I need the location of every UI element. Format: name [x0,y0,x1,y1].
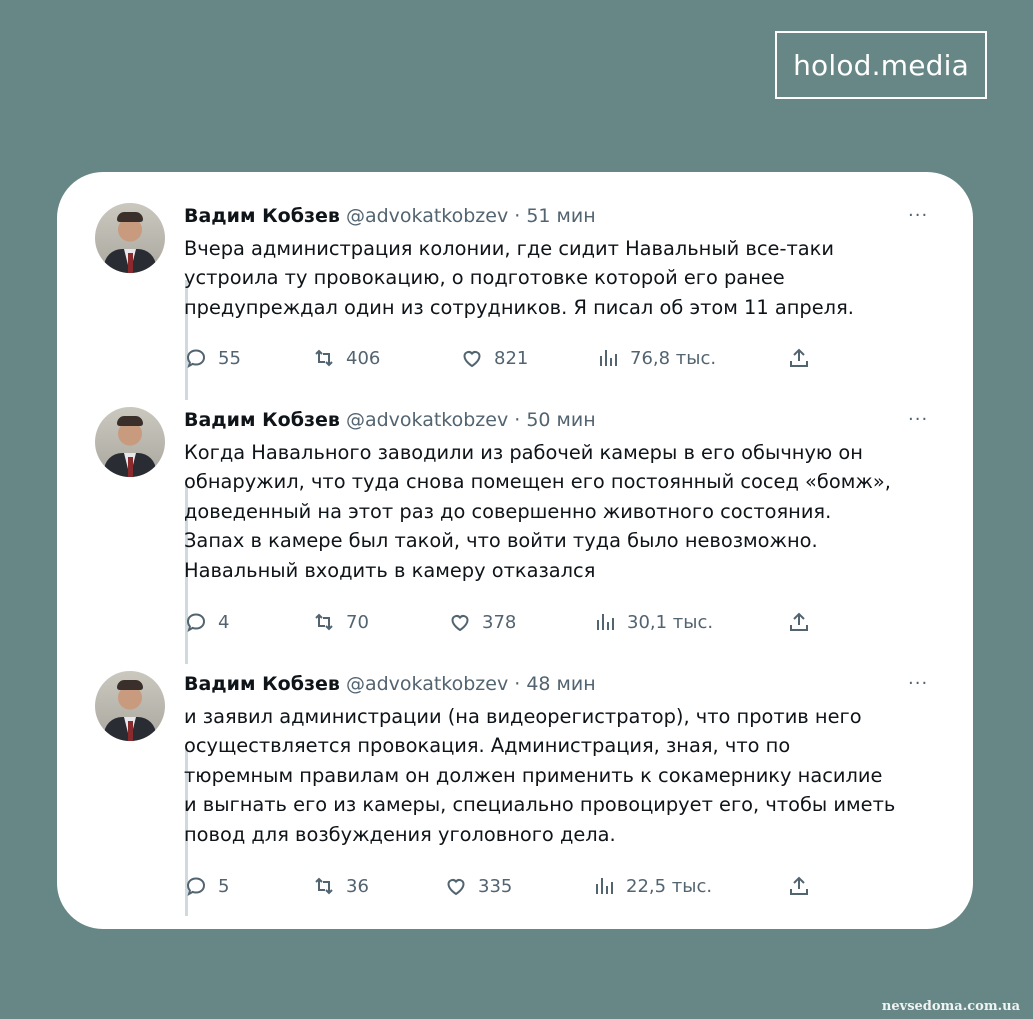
tweet-text-line: тюремным правилам он должен применить к сокамернику насилие [184,763,883,787]
tweet-time[interactable]: · 51 мин [514,205,596,227]
tweet-header [184,205,596,227]
tweet-text-line: и выгнать его из камеры, специально провоцирует его, чтобы иметь [184,793,896,817]
retweet-button[interactable] [312,874,369,898]
reply-count: 55 [218,347,241,369]
more-icon[interactable]: ··· [908,205,929,226]
views-icon [592,874,616,898]
views-icon [593,610,617,634]
tweet-text-line: и заявил администрации (на видеорегистратор), что против него [184,705,862,728]
heart-icon [444,874,468,898]
reply-count: 4 [218,611,230,633]
like-count: 378 [482,611,517,633]
views-icon [596,346,620,370]
like-button[interactable] [448,610,516,634]
author-handle[interactable]: @advokatkobzev [345,205,509,227]
author-name[interactable]: Вадим Кобзев [184,205,340,227]
tweet-actions [184,346,824,372]
tweet-actions [184,874,824,900]
views-count: 30,1 тыс. [627,611,714,633]
retweet-button[interactable] [312,346,380,370]
source-watermark: nevsedoma.com.ua [881,999,1020,1014]
retweet-icon [312,874,336,898]
tweet-thread-card [57,172,973,929]
heart-icon [460,346,484,370]
share-icon [787,610,811,634]
views-button[interactable] [596,346,716,370]
avatar[interactable] [95,671,165,741]
reply-icon [184,874,208,898]
author-name[interactable]: Вадим Кобзев [184,673,340,695]
tweet-text-line: Когда Навального заводили из рабочей камеры в его обычную он [184,441,863,464]
retweet-icon [312,610,336,634]
share-button[interactable] [787,610,811,634]
tweet-text [184,438,924,585]
more-icon[interactable]: ··· [908,409,929,430]
like-count: 335 [478,875,513,897]
tweet-text-line: Навальный входить в камеру отказался [184,558,596,582]
reply-icon [184,610,208,634]
reply-icon [184,346,208,370]
tweet-text-line: повод для возбуждения уголовного дела. [184,822,616,846]
author-handle[interactable]: @advokatkobzev [345,673,509,695]
tweet-time[interactable]: · 50 мин [514,409,596,431]
tweet-text [184,702,924,849]
tweet[interactable] [57,640,973,904]
tweet-text-line: осуществляется провокация. Администрация, зная, что по [184,734,791,758]
retweet-count: 36 [346,875,369,897]
share-icon [787,346,811,370]
views-button[interactable] [593,610,713,634]
like-button[interactable] [460,346,528,370]
views-button[interactable] [592,874,712,898]
avatar[interactable] [95,407,165,477]
avatar[interactable] [95,203,165,273]
tweet[interactable] [57,172,973,376]
tweet-text-line: Вчера администрация колонии, где сидит Навальный все-таки [184,237,834,260]
like-button[interactable] [444,874,512,898]
retweet-count: 406 [346,347,381,369]
like-count: 821 [494,347,529,369]
share-button[interactable] [787,346,811,370]
tweet-header [184,409,596,431]
tweet-text-line: устроила ту провокацию, о подготовке которой его ранее [184,266,785,290]
share-button[interactable] [787,874,811,898]
tweet-time[interactable]: · 48 мин [514,673,596,695]
views-count: 22,5 тыс. [626,875,713,897]
author-handle[interactable]: @advokatkobzev [345,409,509,431]
reply-count: 5 [218,875,230,897]
tweet-text-line: доведенный на этот раз до совершенно животного состояния. [184,499,832,523]
reply-button[interactable] [184,610,229,634]
views-count: 76,8 тыс. [630,347,717,369]
tweet-header [184,673,596,695]
retweet-button[interactable] [312,610,369,634]
retweet-icon [312,346,336,370]
brand-logo: holod.media [775,31,987,99]
author-name[interactable]: Вадим Кобзев [184,409,340,431]
tweet-actions [184,610,824,636]
reply-button[interactable] [184,874,229,898]
tweet-text-line: обнаружил, что туда снова помещен его постоянный сосед «бомж», [184,470,891,494]
more-icon[interactable]: ··· [908,673,929,694]
share-icon [787,874,811,898]
heart-icon [448,610,472,634]
tweet-text [184,234,924,322]
retweet-count: 70 [346,611,369,633]
tweet[interactable] [57,376,973,640]
tweet-text-line: предупреждал один из сотрудников. Я писал об этом 11 апреля. [184,295,854,319]
tweet-text-line: Запах в камере был такой, что войти туда было невозможно. [184,529,818,553]
reply-button[interactable] [184,346,241,370]
